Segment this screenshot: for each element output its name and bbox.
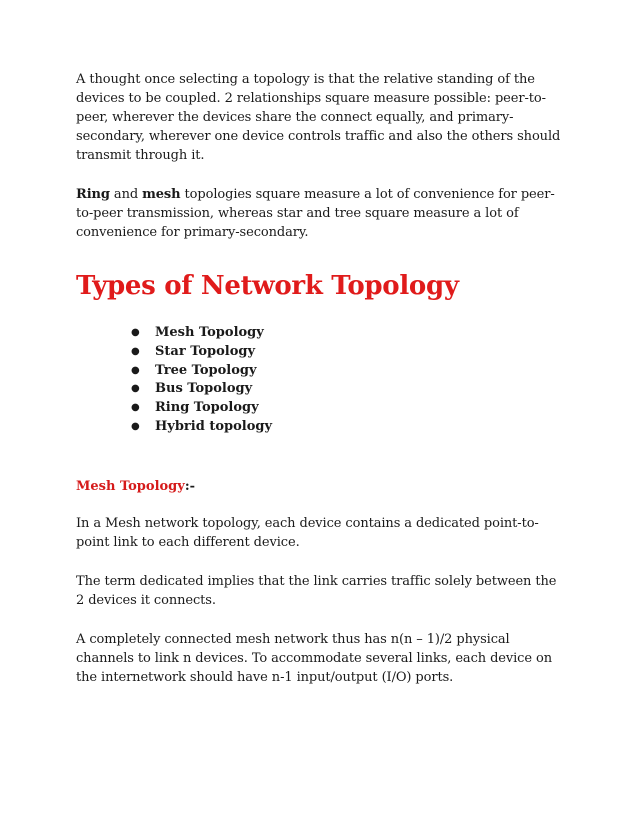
topology-list [76, 324, 566, 437]
intro-paragraph: A thought once selecting a topology is that the relative standing of the devices to be coupled. 2 relationships square measure possible: peer-to-peer, wherever the devices share the connect equally, and primary-secondary, wherever one device controls traffic and also the others should transmit through it. [76, 72, 561, 163]
list-item [131, 343, 566, 362]
bullet-icon: ● [131, 383, 140, 395]
list-item [131, 418, 566, 437]
bullet-icon: ● [131, 402, 140, 414]
list-item [131, 399, 566, 418]
mesh-section-title [76, 477, 566, 496]
bullet-icon: ● [131, 420, 140, 432]
ring-term: Ring [76, 187, 110, 202]
mesh-section-title-suffix: :- [184, 478, 196, 494]
list-item-label: Star Topology [155, 343, 256, 359]
ring-mesh-rest: topologies square measure a lot of convenience for peer-to-peer transmission, whereas star and tree square measure a lot of convenience for primary-secondary. [76, 187, 555, 240]
mesh-paragraph-3: A completely connected mesh network thus has n(n – 1)/2 physical channels to link n devices. To accommodate several links, each device on the internetwork should have n-1 input/output (I/O) ports. [76, 631, 552, 685]
list-item-label: Bus Topology [155, 381, 253, 397]
document-page [76, 70, 566, 687]
list-item [131, 324, 566, 343]
list-item [131, 362, 566, 381]
list-item [131, 380, 566, 399]
list-item-label: Hybrid topology [155, 418, 273, 434]
mesh-section-title-text: Mesh Topology [76, 478, 185, 494]
list-item-label: Ring Topology [155, 400, 259, 416]
bullet-icon: ● [131, 327, 140, 338]
mesh-paragraph-1: In a Mesh network topology, each device contains a dedicated point-to-point link to each different device. [76, 515, 539, 550]
bullet-icon: ● [131, 364, 140, 376]
bullet-icon: ● [131, 345, 140, 357]
mesh-paragraph-2: The term dedicated implies that the link carries traffic solely between the 2 devices it connects. [76, 573, 557, 608]
types-heading: Types of Network Topology [76, 271, 459, 301]
list-item-label: Mesh Topology [155, 325, 264, 340]
mesh-term: mesh [142, 187, 181, 202]
list-item-label: Tree Topology [155, 362, 257, 378]
ring-mesh-paragraph [76, 185, 566, 242]
and-text: and [109, 187, 143, 202]
